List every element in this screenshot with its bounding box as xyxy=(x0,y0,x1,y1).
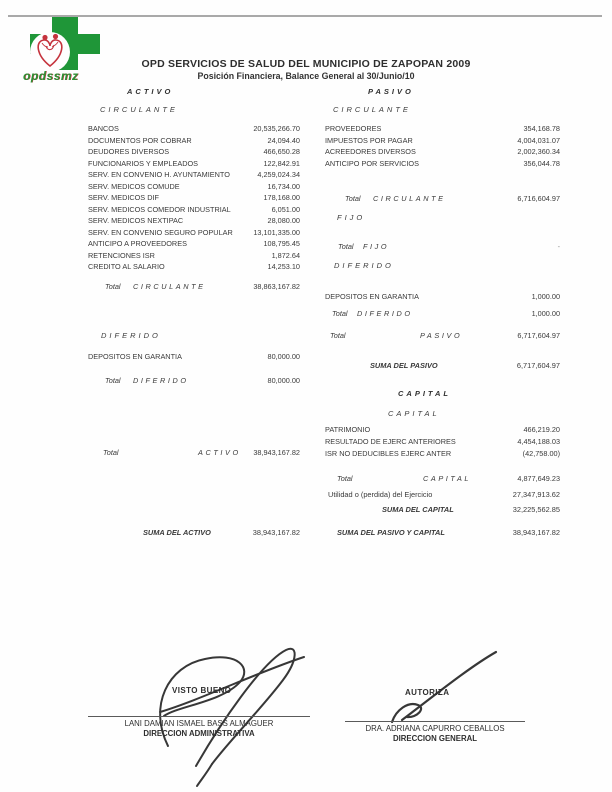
total-label: CIRCULANTE xyxy=(133,282,206,291)
total-value: 38,943,167.82 xyxy=(253,448,300,457)
total-label: PASIVO xyxy=(420,331,463,340)
suma-label: SUMA DEL PASIVO Y CAPITAL xyxy=(337,528,445,537)
total-prefix: Total xyxy=(105,376,121,385)
row-value: 354,168.78 xyxy=(523,124,560,133)
row-label: PATRIMONIO xyxy=(325,425,371,434)
activo-heading: ACTIVO xyxy=(127,87,174,96)
suma-value: 38,943,167.82 xyxy=(252,528,300,537)
row-value: 14,253.10 xyxy=(267,262,300,271)
suma-label: SUMA DEL PASIVO xyxy=(370,361,438,370)
total-prefix: Total xyxy=(332,309,348,318)
visto-bueno-label: VISTO BUENO xyxy=(172,686,232,695)
total-prefix: Total xyxy=(337,474,353,483)
row-label: IMPUESTOS POR PAGAR xyxy=(325,135,413,145)
total-label: ACTIVO xyxy=(198,448,241,457)
row-value: 466,650.28 xyxy=(263,147,300,156)
row-label: DEPOSITOS EN GARANTIA xyxy=(325,292,419,301)
row-label: CREDITO AL SALARIO xyxy=(88,262,165,271)
total-value: 6,717,604.97 xyxy=(517,331,560,340)
pasivo-fijo-title: FIJO xyxy=(337,213,366,222)
row-label: RETENCIONES ISR xyxy=(88,250,155,260)
pasivo-circulante-title: CIRCULANTE xyxy=(333,105,411,114)
row-label: SERV. EN CONVENIO H. AYUNTAMIENTO xyxy=(88,170,230,179)
total-label: CIRCULANTE xyxy=(373,194,446,203)
row-value: 122,842.91 xyxy=(263,158,300,168)
capital-sub-title: CAPITAL xyxy=(388,409,440,418)
row-label: DEUDORES DIVERSOS xyxy=(88,147,170,156)
row-label: FUNCIONARIOS Y EMPLEADOS xyxy=(88,158,199,168)
row-label: SERV. MEDICOS COMEDOR INDUSTRIAL xyxy=(88,204,231,214)
row-label: ACREEDORES DIVERSOS xyxy=(325,147,416,156)
row-value: 24,094.40 xyxy=(267,135,300,145)
capital-heading: CAPITAL xyxy=(398,389,451,398)
row-value: 20,535,266.70 xyxy=(253,124,300,133)
document-subtitle: Posición Financiera, Balance General al 30/Junio/10 xyxy=(197,71,415,81)
row-value: 178,168.00 xyxy=(263,193,300,202)
total-value: 1,000.00 xyxy=(531,309,560,318)
suma-value: 38,943,167.82 xyxy=(512,528,560,537)
total-prefix: Total xyxy=(338,242,354,251)
suma-value: 32,225,562.85 xyxy=(512,505,560,514)
total-value: 80,000.00 xyxy=(267,376,300,385)
row-value: 1,872.64 xyxy=(271,250,300,260)
total-value: - xyxy=(557,242,560,251)
row-label: ANTICIPO POR SERVICIOS xyxy=(325,158,419,168)
row-value: 4,454,188.03 xyxy=(517,437,560,447)
row-value: 16,734.00 xyxy=(267,181,300,191)
suma-label: SUMA DEL ACTIVO xyxy=(143,528,211,537)
suma-label: SUMA DEL CAPITAL xyxy=(382,505,454,514)
row-label: DEPOSITOS EN GARANTIA xyxy=(88,352,182,361)
row-label: SERV. EN CONVENIO SEGURO POPULAR xyxy=(88,227,233,237)
row-label: ANTICIPO A PROVEEDORES xyxy=(88,239,187,248)
signature-line-left xyxy=(88,716,310,717)
activo-diferido-title: DIFERIDO xyxy=(101,331,161,340)
total-label: DIFERIDO xyxy=(133,376,189,385)
total-value: 4,877,649.23 xyxy=(517,474,560,483)
activo-circulante-title: CIRCULANTE xyxy=(100,105,178,114)
total-label: CAPITAL xyxy=(423,474,472,483)
row-value: 4,004,031.07 xyxy=(517,135,560,145)
total-prefix: Total xyxy=(330,331,346,340)
signer-name-right: DRA. ADRIANA CAPURRO CEBALLOS xyxy=(365,724,505,733)
total-label: DIFERIDO xyxy=(357,309,413,318)
signer-name-left: LANI DAMIAN ISMAEL BASS ALMAGUER xyxy=(124,719,274,728)
row-value: 4,259,024.34 xyxy=(257,170,300,179)
signature-line-right xyxy=(345,721,525,722)
row-value: 108,795.45 xyxy=(263,239,300,248)
document-title: OPD SERVICIOS DE SALUD DEL MUNICIPIO DE ZAPOPAN 2009 xyxy=(141,58,471,70)
row-value: 80,000.00 xyxy=(267,352,300,361)
row-label: RESULTADO DE EJERC ANTERIORES xyxy=(325,437,456,447)
row-label: ISR NO DEDUCIBLES EJERC ANTER xyxy=(325,449,452,459)
utilidad-label: Utilidad o (perdida) del Ejercicio xyxy=(328,490,433,499)
pasivo-heading: PASIVO xyxy=(368,87,414,96)
row-value: 2,002,360.34 xyxy=(517,147,560,156)
row-value: 13,101,335.00 xyxy=(253,227,300,237)
total-label: FIJO xyxy=(363,242,390,251)
signer-role-left: DIRECCION ADMINISTRATIVA xyxy=(143,729,255,738)
row-value: 466,219.20 xyxy=(523,425,560,434)
signer-role-right: DIRECCION GENERAL xyxy=(392,734,478,743)
total-prefix: Total xyxy=(345,194,361,203)
row-label: DOCUMENTOS POR COBRAR xyxy=(88,135,192,145)
total-value: 38,863,167.82 xyxy=(253,282,300,291)
row-label: SERV. MEDICOS NEXTIPAC xyxy=(88,216,184,225)
row-label: PROVEEDORES xyxy=(325,124,382,133)
row-value: (42,758.00) xyxy=(522,449,560,459)
total-value: 6,716,604.97 xyxy=(517,194,560,203)
logo-text: opdssmz xyxy=(23,69,79,83)
autoriza-label: AUTORIZA xyxy=(405,688,450,697)
row-value: 28,080.00 xyxy=(267,216,300,225)
row-value: 356,044.78 xyxy=(523,158,560,168)
utilidad-value: 27,347,913.62 xyxy=(512,490,560,499)
row-label: SERV. MEDICOS DIF xyxy=(88,193,159,202)
row-value: 1,000.00 xyxy=(531,292,560,301)
suma-value: 6,717,604.97 xyxy=(516,361,560,370)
row-value: 6,051.00 xyxy=(271,204,300,214)
row-label: SERV. MEDICOS COMUDE xyxy=(88,181,180,191)
total-prefix: Total xyxy=(105,282,121,291)
pasivo-diferido-title: DIFERIDO xyxy=(334,261,394,270)
total-prefix: Total xyxy=(103,448,119,457)
row-label: BANCOS xyxy=(88,124,119,133)
